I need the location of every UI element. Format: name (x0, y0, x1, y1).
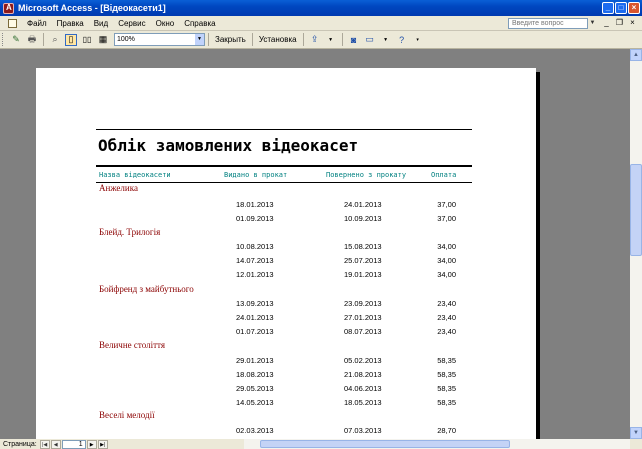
group-header: Величне століття (99, 340, 165, 350)
toolbar-separator (303, 33, 304, 46)
window-controls (602, 2, 640, 14)
returned-date-cell: 27.01.2013 (344, 313, 382, 322)
zoom-value: 100% (117, 36, 135, 43)
menu-tools[interactable]: Сервис (118, 18, 146, 28)
payment-cell: 34,00 (437, 242, 456, 251)
menu-edit[interactable]: Правка (56, 18, 84, 28)
payment-cell: 23,40 (437, 299, 456, 308)
menu-window[interactable]: Окно (155, 18, 175, 28)
column-header-payment: Оплата (431, 171, 457, 179)
page-number-input[interactable]: 1 (62, 440, 86, 449)
help-question-input[interactable]: Введите вопрос (508, 18, 588, 29)
page-navigation-bar (0, 439, 642, 449)
help-dropdown-arrow-icon[interactable]: ▼ (589, 20, 596, 26)
returned-date-cell: 04.06.2013 (344, 384, 382, 393)
returned-date-cell: 23.09.2013 (344, 299, 382, 308)
payment-cell: 58,35 (437, 370, 456, 379)
issued-date-cell: 14.07.2013 (236, 256, 274, 265)
zoom-select[interactable] (114, 33, 205, 46)
payment-cell: 23,40 (437, 313, 456, 322)
last-page-icon[interactable]: ▶| (98, 440, 108, 449)
scroll-down-icon[interactable]: ▼ (630, 427, 642, 439)
group-header: Бойфренд з майбутнього (99, 284, 194, 294)
returned-date-cell: 07.03.2013 (344, 426, 382, 435)
group-header: Блейд. Трилогія (99, 227, 161, 237)
window-title: Microsoft Access - [Відеокасети1] (18, 3, 166, 13)
two-pages-icon[interactable]: ▯▯ (82, 35, 92, 44)
next-page-icon[interactable]: ▶ (87, 440, 97, 449)
issued-date-cell: 10.08.2013 (236, 242, 274, 251)
toolbar-separator (208, 33, 209, 46)
one-page-icon[interactable]: ▯ (65, 34, 77, 46)
title-bar (0, 0, 642, 16)
horizontal-scroll-thumb[interactable] (260, 440, 510, 448)
print-preview-toolbar (0, 31, 642, 49)
returned-date-cell: 18.05.2013 (344, 398, 382, 407)
scroll-up-icon[interactable]: ▲ (630, 49, 642, 61)
maximize-button[interactable]: □ (615, 2, 627, 14)
issued-date-cell: 29.05.2013 (236, 384, 274, 393)
page-setup-button[interactable]: Установка (258, 35, 297, 44)
report-page[interactable] (36, 68, 536, 439)
issued-date-cell: 24.01.2013 (236, 313, 274, 322)
payment-cell: 58,35 (437, 384, 456, 393)
payment-cell: 37,00 (437, 200, 456, 209)
report-title: Облік замовлених відеокасет (98, 136, 359, 155)
returned-date-cell: 05.02.2013 (344, 356, 382, 365)
menu-help[interactable]: Справка (184, 18, 216, 28)
doc-minimize-button[interactable]: _ (604, 18, 609, 27)
zoom-dropdown-arrow-icon[interactable]: ▼ (195, 34, 204, 45)
design-view-icon[interactable]: ✎ (12, 34, 20, 44)
group-header: Анжелика (99, 183, 138, 193)
column-header-issued: Видано в прокат (224, 171, 288, 179)
vertical-scrollbar[interactable] (630, 49, 642, 439)
toolbar-separator (43, 33, 44, 46)
issued-date-cell: 14.05.2013 (236, 398, 274, 407)
issued-date-cell: 01.09.2013 (236, 214, 274, 223)
page-label: Страница: (3, 440, 37, 448)
report-document-icon[interactable] (8, 19, 17, 28)
payment-cell: 37,00 (437, 214, 456, 223)
title-top-rule (96, 129, 472, 130)
database-window-icon[interactable]: ◙ (350, 34, 357, 45)
group-header: Веселі мелодії (99, 410, 155, 420)
multiple-pages-icon[interactable]: ▦ (98, 34, 108, 44)
menu-bar (0, 16, 642, 31)
issued-date-cell: 18.08.2013 (236, 370, 274, 379)
returned-date-cell: 21.08.2013 (344, 370, 382, 379)
returned-date-cell: 15.08.2013 (344, 242, 382, 251)
document-window-controls (601, 18, 638, 29)
issued-date-cell: 18.01.2013 (236, 200, 274, 209)
returned-date-cell: 19.01.2013 (344, 270, 382, 279)
issued-date-cell: 29.01.2013 (236, 356, 274, 365)
issued-date-cell: 13.09.2013 (236, 299, 274, 308)
close-preview-button[interactable]: Закрыть (215, 35, 246, 44)
dropdown-arrow-icon[interactable]: ▼ (328, 36, 334, 43)
toolbar-separator (252, 33, 253, 46)
access-app-icon[interactable] (3, 3, 14, 14)
dropdown-arrow-icon[interactable]: ▼ (383, 36, 389, 43)
issued-date-cell: 02.03.2013 (236, 426, 274, 435)
print-icon[interactable]: 🖶 (27, 33, 37, 44)
column-header-returned: Повернено з прокату (326, 171, 407, 179)
payment-cell: 23,40 (437, 327, 456, 336)
toolbar-separator (342, 33, 343, 46)
header-bottom-rule (96, 182, 472, 183)
header-top-rule (96, 165, 472, 167)
previous-page-icon[interactable]: ◀ (51, 440, 61, 449)
returned-date-cell: 25.07.2013 (344, 256, 382, 265)
payment-cell: 58,35 (437, 398, 456, 407)
menu-file[interactable]: Файл (27, 18, 47, 28)
new-object-icon[interactable]: ▭ (365, 34, 374, 44)
issued-date-cell: 12.01.2013 (236, 270, 274, 279)
office-links-icon[interactable]: ⇪ (310, 34, 319, 44)
preview-workspace[interactable] (0, 49, 630, 439)
close-button[interactable]: × (628, 2, 640, 14)
toolbar-grip[interactable] (2, 33, 5, 46)
first-page-icon[interactable]: |◀ (40, 440, 50, 449)
payment-cell: 34,00 (437, 270, 456, 279)
doc-restore-button[interactable]: ❐ (615, 18, 624, 27)
payment-cell: 34,00 (437, 256, 456, 265)
minimize-button[interactable]: _ (602, 2, 614, 14)
menu-view[interactable]: Вид (93, 18, 109, 28)
doc-close-button[interactable]: × (630, 18, 635, 27)
payment-cell: 28,70 (437, 426, 456, 435)
zoom-magnifier-icon[interactable]: ⌕ (52, 34, 58, 44)
returned-date-cell: 08.07.2013 (344, 327, 382, 336)
issued-date-cell: 01.07.2013 (236, 327, 274, 336)
returned-date-cell: 24.01.2013 (344, 200, 382, 209)
returned-date-cell: 10.09.2013 (344, 214, 382, 223)
vertical-scroll-thumb[interactable] (630, 164, 642, 256)
horizontal-scrollbar[interactable] (244, 439, 630, 449)
help-icon[interactable]: ? (399, 34, 405, 45)
payment-cell: 58,35 (437, 356, 456, 365)
column-header-name: Назва відеокасети (99, 171, 171, 179)
toolbar-options-icon[interactable]: ▾ (416, 36, 419, 43)
